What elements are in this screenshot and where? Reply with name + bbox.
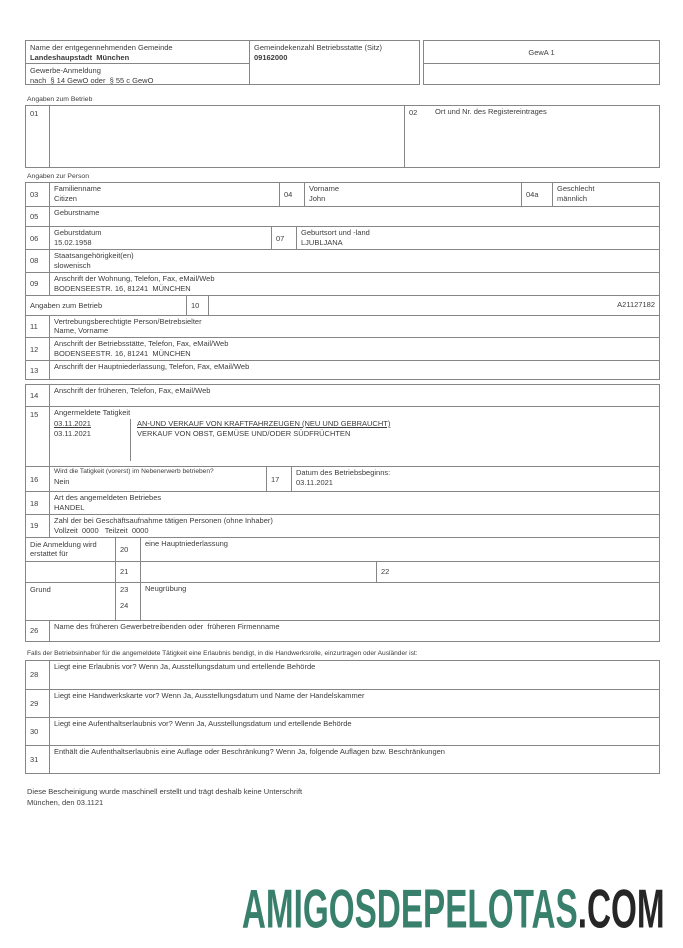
- row-31: [26, 745, 659, 773]
- row-01-02: [26, 106, 659, 167]
- field-14-cell: [49, 385, 659, 406]
- field-17-value: 03.11.2021: [296, 478, 333, 488]
- row-14: [26, 385, 659, 406]
- field-19-cell: [49, 515, 659, 537]
- field-01-number: 01: [30, 109, 39, 118]
- row-16-17: [26, 466, 659, 491]
- field-29-cell: [49, 690, 659, 717]
- watermark-suffix: .COM: [578, 878, 665, 941]
- footer-note: [27, 787, 660, 809]
- field-08-number: 08: [30, 256, 39, 266]
- field-30-label: Liegt eine Aufenthaltserlaubnis vor? Wenn Ja, Ausstellungsdatum und ertellende Behörde: [54, 718, 352, 728]
- field-12-cell: [49, 338, 659, 360]
- field-04a-number: 04a: [521, 183, 552, 206]
- field-08-label: Staatsangehörigkeit(en): [54, 251, 134, 260]
- field-26-label: Name des früheren Gewerbetreibenden oder früheren Firmenname: [54, 621, 280, 631]
- field-16-value: Nein: [54, 476, 70, 486]
- field-03-label: Familienname: [54, 184, 102, 193]
- form-subtitle: nach § 14 GewO oder § 55 c GewO: [30, 75, 154, 85]
- row-29: [26, 689, 659, 717]
- field-16-label: Wird die Tatigkeit (vorerst) im Nebenerwerb betrieben?: [54, 468, 214, 476]
- row-23-24: [26, 582, 659, 620]
- field-15-entry2-text: VERKAUF VON OBST, GEMÜSE UND/ODER SÜDFRÜCHTEN: [137, 428, 351, 438]
- field-11-cell: [49, 316, 659, 338]
- field-02-cell: [404, 106, 659, 167]
- row-10: [26, 295, 659, 315]
- header-title-cell: [26, 63, 249, 83]
- field-23-24-numbers: [115, 583, 140, 620]
- field-03-number: 03: [30, 190, 39, 199]
- field-21-cell: [140, 562, 376, 582]
- row-15: [26, 406, 659, 466]
- field-05-number: 05: [30, 212, 39, 221]
- field-07-number: 07: [271, 227, 296, 249]
- field-07-value: LJUBLJANA: [301, 237, 343, 247]
- field-23-number: 23: [120, 584, 129, 594]
- field-04a-cell: [552, 183, 659, 206]
- field-23-cell: [140, 583, 659, 620]
- section-label-person: Angaben zur Person: [27, 173, 89, 180]
- field-18-value: HANDEL: [54, 503, 85, 513]
- field-22-number: 22: [376, 562, 401, 582]
- field-06-label: Geburstdatum: [54, 228, 102, 237]
- section-label-betrieb: Angaben zum Betrieb: [27, 96, 93, 103]
- field-13-number: 13: [30, 365, 39, 375]
- form-title: Gewerbe-Anmeldung: [30, 66, 101, 75]
- row-06-07: [26, 226, 659, 249]
- field-02-number: 02: [409, 108, 418, 117]
- row-03: [26, 183, 659, 206]
- row-11: [26, 315, 659, 338]
- field-02-label: Ort und Nr. des Registereintrages: [435, 107, 547, 116]
- field-18-label: Art des angemeldeten Betriebes: [54, 493, 162, 503]
- field-03-value: Citizen: [54, 193, 77, 203]
- field-08-cell: [49, 250, 659, 272]
- field-02-labelwrap: [431, 106, 659, 167]
- field-05-cell: [49, 207, 659, 226]
- field-29-label: Liegt eine Handwerkskarte vor? Wenn Ja, Ausstellungsdatum und Name der Handelskammer: [54, 690, 365, 700]
- field-04-number: 04: [279, 183, 304, 206]
- field-04-label: Vorname: [309, 184, 340, 193]
- field-08-value: slowenisch: [54, 260, 91, 270]
- field-09-value: BODENSEESTR. 16, 81241 MÜNCHEN: [54, 283, 191, 293]
- field-11-number: 11: [30, 321, 38, 331]
- row-08: [26, 249, 659, 272]
- field-14-number: 14: [30, 391, 39, 401]
- row-21-22: [26, 561, 659, 582]
- row-20: [26, 537, 659, 561]
- table-taetigkeit: [25, 384, 660, 642]
- field-03-cell: [49, 183, 279, 206]
- field-17-cell: [291, 467, 659, 491]
- header-gemeinde-box: [25, 40, 250, 85]
- row-18: [26, 491, 659, 514]
- field-28-number: 28: [30, 670, 39, 680]
- watermark: [242, 878, 665, 941]
- field-30-number: 30: [30, 726, 39, 736]
- field-15-cell: [49, 407, 659, 466]
- field-15-texts: [130, 419, 655, 461]
- field-05-label: Geburstname: [54, 208, 100, 217]
- field-24-number: 24: [120, 600, 129, 610]
- section-label-betrieb2: Angaben zum Betrieb: [30, 300, 103, 310]
- table-permits: [25, 660, 660, 774]
- field-17-number: 17: [266, 467, 291, 491]
- field-15-number: 15: [30, 410, 39, 420]
- field-16-number: 16: [30, 474, 39, 484]
- field-21-number: 21: [115, 562, 140, 582]
- field-15-entry2-date: 03.11.2021: [54, 428, 91, 438]
- field-31-label: Enthält die Aufenthaltserlaubnis eine Auflage oder Beschränkung? Wenn Ja, folgende Auflagen bzw. Beschränkungen: [54, 746, 445, 756]
- form-header: [25, 40, 660, 85]
- field-19-value: Vollzeit 0000 Teilzeit 0000: [54, 525, 149, 535]
- field-30-cell: [49, 718, 659, 745]
- field-22-cell: [401, 562, 659, 582]
- field-06-cell: [49, 227, 271, 249]
- row-19: [26, 514, 659, 537]
- field-26-cell: [49, 621, 659, 641]
- field-28-cell: [49, 661, 659, 689]
- field-09-cell: [49, 273, 659, 295]
- table-betrieb: [25, 105, 660, 168]
- field-17-label: Datum des Betriebsbeginns:: [296, 468, 391, 478]
- field-06-value: 15.02.1958: [54, 237, 92, 247]
- field-10-ref: A21127182: [617, 300, 655, 310]
- field-12-label: Anschrift der Betriebsstätte, Telefon, Fax, eMail/Web: [54, 339, 229, 349]
- footer-line2: München, den 03.1121: [27, 797, 104, 807]
- field-29-number: 29: [30, 698, 39, 708]
- form-code: GewA 1: [528, 47, 555, 57]
- field-12-value: BODENSEESTR. 16, 81241 MÜNCHEN: [54, 349, 191, 359]
- field-07-cell: [296, 227, 659, 249]
- watermark-main: AMIGOSDEPELOTAS: [242, 878, 579, 941]
- field-11-value: Name, Vorname: [54, 326, 109, 336]
- field-19-number: 19: [30, 521, 39, 531]
- field-04a-label: Geschlecht: [557, 184, 595, 193]
- field-04-cell: [304, 183, 521, 206]
- field-10-cell: [208, 296, 659, 315]
- header-formcode-box: [423, 40, 660, 85]
- gemeinde-label: Name der entgegennehmenden Gemeinde: [30, 43, 173, 52]
- table-person: [25, 182, 660, 380]
- field-28-label: Liegt eine Erlaubnis vor? Wenn Ja, Ausstellungsdatum und ertellende Behörde: [54, 661, 316, 671]
- field-26-number: 26: [30, 626, 39, 636]
- field-23-value: Neugrübung: [145, 583, 187, 593]
- row-26: [26, 620, 659, 641]
- formcode-empty-cell: [424, 63, 659, 84]
- row-30: [26, 717, 659, 745]
- row-21-left-empty: [26, 562, 115, 582]
- row-28: [26, 661, 659, 689]
- field-15-entry1-text: AN-UND VERKAUF VON KRAFTFAHRZEUGEN (NEU UND GEBRAUCHT): [137, 419, 391, 429]
- field-07-label: Geburtsort und -land: [301, 228, 370, 237]
- kennzahl-value: 09162000: [254, 52, 288, 62]
- field-04-value: John: [309, 193, 326, 203]
- field-13-label: Anschrift der Hauptniederlassung, Telefon, Fax, eMail/Web: [54, 362, 250, 372]
- eligibility-note: Falls der Betriebsinhaber für die angemeldete Tätigkeit eine Erlaubnis bendigt, in die Handwerksrolle, einzurtragen oder Ausländer ist:: [27, 649, 418, 657]
- footer-line1: Diese Bescheinigung wurde maschinell erstellt und trägt deshalb keine Unterschrift: [27, 786, 303, 796]
- field-15-dates: [54, 419, 130, 461]
- form-content: [25, 40, 660, 808]
- field-19-label: Zahl der bei Geschäftsaufnahme tätigen Personen (ohne Inhaber): [54, 515, 273, 525]
- row-12: [26, 337, 659, 360]
- kennzahl-label: Gemeindekenzahl Betriebsstatte (Sitz): [254, 43, 382, 52]
- field-12-number: 12: [30, 344, 39, 354]
- field-14-label: Anschrift der früheren, Telefon, Fax, eMail/Web: [54, 386, 211, 396]
- field-10-number: 10: [186, 296, 208, 315]
- field-20-group-label: Die Anmeldung wird erstattet für: [30, 539, 99, 558]
- field-18-cell: [49, 492, 659, 514]
- field-20-number: 20: [115, 538, 140, 561]
- field-15-label: Angermeldete Tatigkeit: [54, 408, 131, 418]
- field-20-cell: [140, 538, 659, 561]
- field-15-entries: [54, 419, 655, 461]
- field-23-group-label: Grund: [30, 584, 51, 594]
- field-16-cell: [49, 467, 266, 491]
- row-09: [26, 272, 659, 295]
- field-31-number: 31: [30, 754, 39, 764]
- field-09-label: Anschrift der Wohnung, Telefon, Fax, eMail/Web: [54, 273, 215, 283]
- field-15-entry1-date: 03.11.2021: [54, 419, 91, 429]
- field-04a-value: männlich: [557, 193, 588, 203]
- field-09-number: 09: [30, 279, 39, 289]
- field-01-input: [49, 106, 404, 167]
- field-06-number: 06: [30, 233, 39, 243]
- field-18-number: 18: [30, 498, 39, 508]
- field-11-label: Vertrebungsberechtigte Person/Betrebsielter: [54, 316, 202, 326]
- header-gemeinde-cell: [26, 41, 249, 63]
- gemeinde-value: Landeshaupstadt München: [30, 52, 130, 62]
- field-31-cell: [49, 746, 659, 773]
- header-kennzahl-box: [250, 40, 420, 85]
- row-13: [26, 360, 659, 379]
- field-20-value: eine Hauptniederlassung: [145, 538, 228, 548]
- row-05: [26, 206, 659, 226]
- field-13-cell: [49, 361, 659, 379]
